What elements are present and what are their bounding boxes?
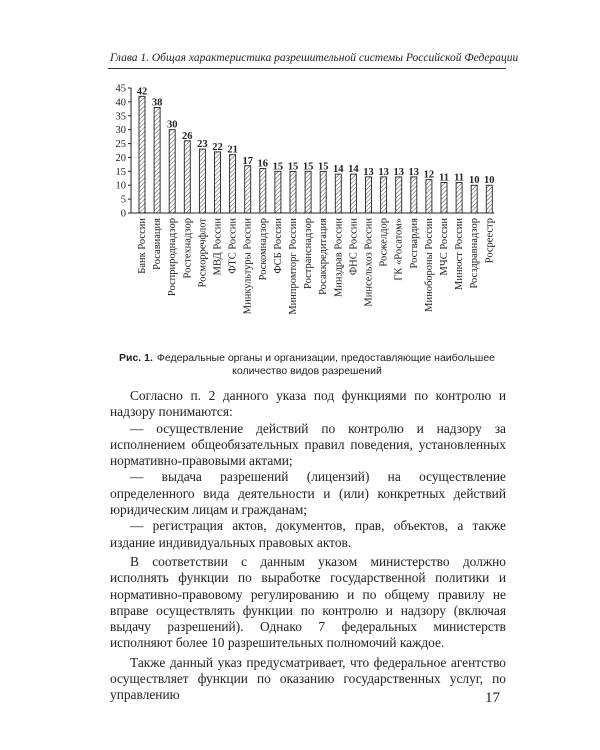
bar <box>441 182 447 213</box>
data-label: 13 <box>378 166 389 178</box>
data-label: 15 <box>272 161 284 173</box>
bar <box>275 171 281 213</box>
x-tick-label: Минсельхоз России <box>363 218 375 307</box>
data-label: 16 <box>257 158 269 170</box>
bar <box>381 177 387 213</box>
bar <box>184 141 190 213</box>
y-tick-label: 15 <box>115 166 126 178</box>
x-tick-label: Росздравнадзор <box>469 218 481 289</box>
x-tick-label: Росприроднадзор <box>167 218 179 297</box>
data-label: 42 <box>136 86 148 98</box>
data-label: 17 <box>242 155 253 167</box>
data-label: 23 <box>197 139 208 151</box>
y-tick-label: 25 <box>115 139 126 151</box>
x-tick-label: Минобороны России <box>423 218 435 312</box>
x-tick-label: Роскомнадзор <box>257 218 269 281</box>
data-label: 10 <box>484 175 495 187</box>
data-label: 15 <box>302 161 314 173</box>
bar <box>396 177 402 213</box>
bar <box>335 174 341 213</box>
bar <box>260 169 266 213</box>
figure-caption <box>108 352 506 378</box>
header-rule <box>108 68 506 69</box>
x-tick-label: МВД России <box>212 218 224 276</box>
data-label: 11 <box>439 172 449 184</box>
x-tick-label: Минздрав России <box>333 217 345 298</box>
x-tick-label: Ространснадзор <box>303 218 315 289</box>
chart-bars <box>139 96 492 213</box>
data-label: 15 <box>317 161 329 173</box>
data-label: 30 <box>166 119 178 131</box>
data-label: 22 <box>212 141 223 153</box>
bar <box>426 180 432 213</box>
bar <box>486 185 492 213</box>
x-tick-label: Минкультуры России <box>242 218 254 315</box>
paragraph: Также данный указ предусматривает, что федеральное агентство осуществляет функции по оказанию государственных услуг, по управлению <box>110 654 506 703</box>
paragraph: Согласно п. 2 данного указа под функциями по контролю и надзору понимаются: <box>110 388 506 420</box>
data-label: 15 <box>287 161 299 173</box>
data-label: 21 <box>227 144 238 156</box>
caption-line-1: Федеральные органы и организации, предоставляющие наибольшее <box>156 352 495 364</box>
y-tick-label: 35 <box>115 111 126 123</box>
bar <box>169 130 175 213</box>
y-tick-label: 0 <box>120 208 126 220</box>
data-label: 38 <box>151 97 163 109</box>
x-tick-label: Росжелдор <box>378 218 390 267</box>
x-tick-label: Банк России <box>137 218 148 274</box>
bar <box>139 96 145 213</box>
caption-line-2: количество видов разрешений <box>232 365 382 377</box>
x-tick-label: МЧС России <box>439 218 450 276</box>
x-tick-label: ФНС России <box>348 218 360 276</box>
x-tick-label: Росаккредитация <box>318 218 330 295</box>
y-tick-label: 30 <box>115 125 126 137</box>
bar <box>366 177 372 213</box>
bar <box>471 185 477 213</box>
y-tick-label: 45 <box>115 83 126 95</box>
bar <box>305 171 311 213</box>
data-label: 13 <box>393 166 404 178</box>
running-header: Глава 1. Общая характеристика разрешительной системы Российской Федерации <box>110 52 519 64</box>
y-tick-label: 10 <box>115 180 126 192</box>
bar-chart <box>100 78 520 348</box>
x-tick-label: ФТС России <box>227 218 239 274</box>
paragraph: В соответствии с данным указом министерство должно исполнять функции по выработке государственной политики и нормативно-правовому регулированию и по общему правилу не вправе осуществлять функции по контролю и надзору (включая выдачу разрешений). Однако 7 федеральных министерств исполняют более 10 разрешительных полномочий каждое. <box>110 553 506 651</box>
bar <box>290 171 296 213</box>
data-label: 13 <box>363 166 374 178</box>
data-label: 13 <box>408 166 420 178</box>
bar <box>350 174 356 213</box>
page-number: 17 <box>485 690 500 706</box>
body-text <box>110 388 506 704</box>
bar <box>320 171 326 213</box>
data-label: 10 <box>468 175 480 187</box>
bar <box>456 182 462 213</box>
x-tick-label: Росреестр <box>484 218 496 264</box>
data-label: 11 <box>454 172 465 184</box>
x-tick-label: Росавиация <box>152 218 164 270</box>
list-item: — выдача разрешений (лицензий) на осуществление определенного вида деятельности и (или) конкретных действий юридическим лицам и гражданам; <box>110 469 506 518</box>
x-tick-label: ГК «Росатом» <box>393 218 405 281</box>
y-tick-label: 20 <box>115 152 126 164</box>
x-tick-label: Росморречфлот <box>197 218 209 288</box>
bar <box>411 177 417 213</box>
x-tick-label: Минюст России <box>454 218 466 290</box>
bar <box>154 107 160 213</box>
list-item: — осуществление действий по контролю и надзору за исполнением общеобязательных правил поведения, установленных нормативно-правовыми актами; <box>110 420 506 469</box>
caption-label: Рис. 1. <box>119 352 153 364</box>
x-tick-label: Минпромторг России <box>288 218 299 315</box>
x-tick-label: ФСБ России <box>272 218 284 274</box>
list-item: — регистрация актов, документов, прав, объектов, а также издание индивидуальных правовых актов. <box>110 518 506 550</box>
y-tick-label: 40 <box>115 97 126 109</box>
x-tick-label: Ростехнадзор <box>182 218 194 279</box>
data-label: 14 <box>333 164 344 176</box>
bar <box>199 149 205 213</box>
bar <box>245 166 251 213</box>
data-label: 26 <box>182 130 193 142</box>
bar <box>230 155 236 213</box>
bar <box>215 152 221 213</box>
data-label: 14 <box>348 164 359 176</box>
y-tick-label: 5 <box>120 194 126 206</box>
data-label: 12 <box>423 169 435 181</box>
x-tick-label: Росгвардия <box>408 218 420 269</box>
